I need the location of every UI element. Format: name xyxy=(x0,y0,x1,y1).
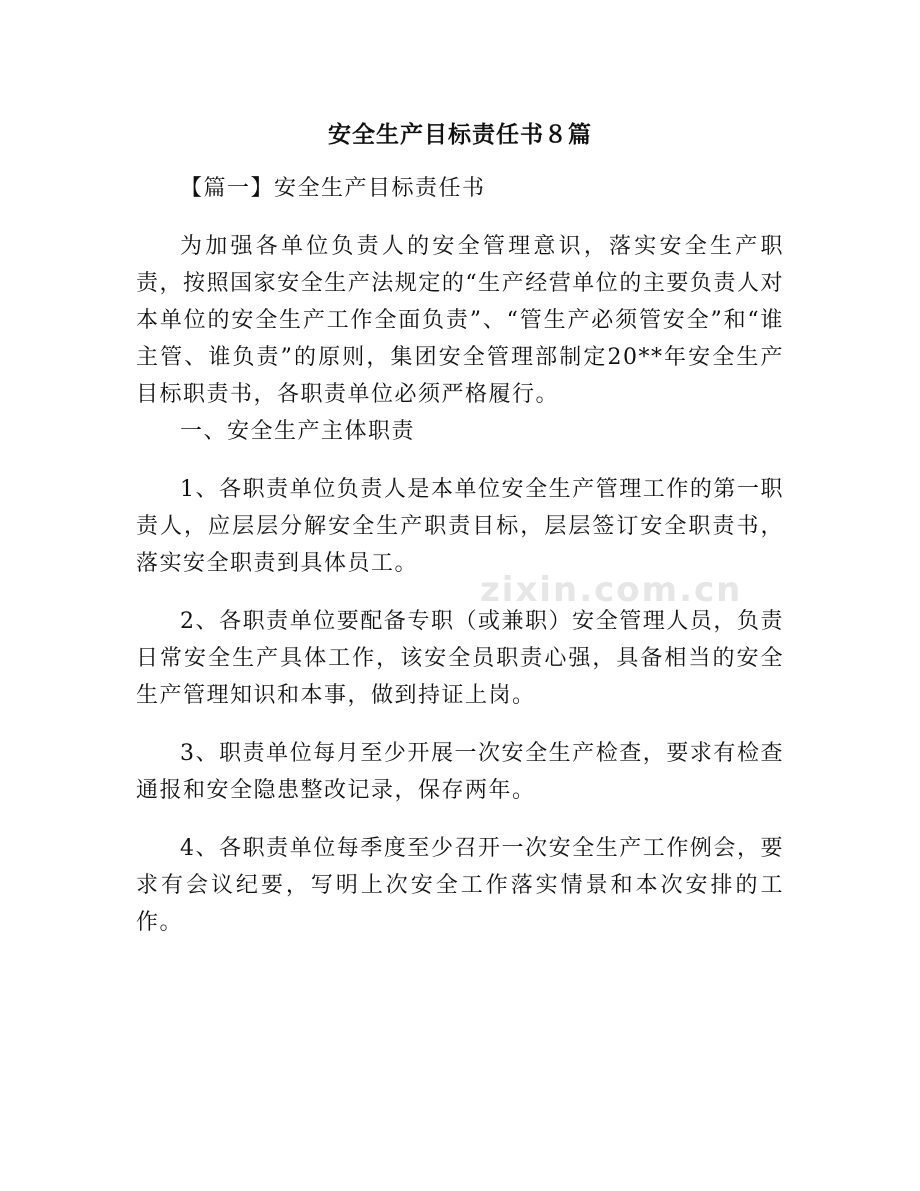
watermark-text: zixin.com.cn xyxy=(480,570,743,610)
section-heading: 一、安全生产主体职责 xyxy=(180,419,416,444)
intro-paragraph: 为加强各单位负责人的安全管理意识，落实安全生产职责，按照国家安全生产法规定的“生产经营单位的主要负责人对本单位的安全生产工作全面负责”、“管生产必须管安全”和“谁主管、谁负责”的原则，集团安全管理部制定20**年安全生产目标职责书，各职责单位必须严格履行。 xyxy=(136,234,784,407)
document-body xyxy=(136,170,784,941)
list-item: 4、各职责单位每季度至少召开一次安全生产工作例会，要求有会议纪要，写明上次安全工作落实情景和本次安排的工作。 xyxy=(136,836,784,935)
list-item: 3、职责单位每月至少开展一次安全生产检查，要求有检查通报和安全隐患整改记录，保存两年。 xyxy=(136,741,784,803)
chapter-heading: 【篇一】安全生产目标责任书 xyxy=(180,176,486,201)
document-title: 安全生产目标责任书８篇 xyxy=(328,122,592,148)
list-item: 1、各职责单位负责人是本单位安全生产管理工作的第一职责人，应层层分解安全生产职责目标，层层签订安全职责书，落实安全职责到具体员工。 xyxy=(136,477,784,576)
list-item: 2、各职责单位要配备专职（或兼职）安全管理人员，负责日常安全生产具体工作，该安全员职责心强，具备相当的安全生产管理知识和本事，做到持证上岗。 xyxy=(136,609,784,708)
